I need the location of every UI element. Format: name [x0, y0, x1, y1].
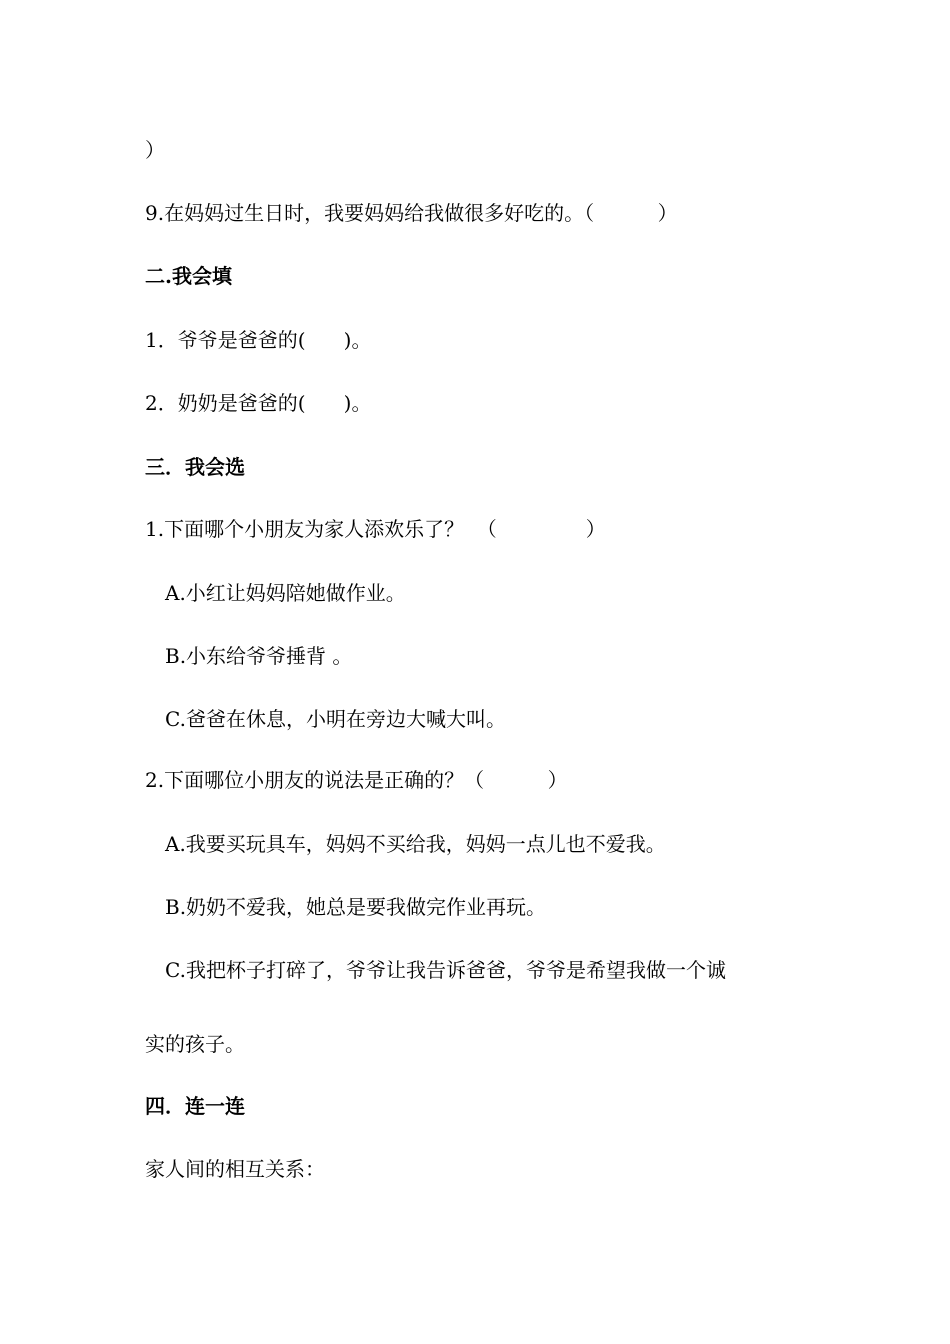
section-3-heading: 三．我会选	[145, 455, 245, 479]
section-2-heading: 二.我会填	[145, 264, 232, 288]
fill-question-2: 2．奶奶是爸爸的( )。	[145, 391, 372, 415]
choice-question-2: 2.下面哪位小朋友的说法是正确的？（ ）	[145, 768, 568, 792]
true-false-question-9: 9.在妈妈过生日时，我要妈妈给我做很多好吃的。（ ）	[145, 201, 678, 225]
choice-1-option-c: C.爸爸在休息，小明在旁边大喊大叫。	[165, 707, 506, 731]
continued-paren: ）	[145, 138, 165, 162]
choice-2-option-b: B.奶奶不爱我，她总是要我做完作业再玩。	[165, 895, 547, 919]
choice-1-option-b: B.小东给爷爷捶背 。	[165, 644, 353, 668]
choice-2-option-c-line2: 实的孩子。	[145, 1032, 245, 1056]
section-4-heading: 四．连一连	[145, 1094, 245, 1118]
choice-2-option-c-line1: C.我把杯子打碎了，爷爷让我告诉爸爸，爷爷是希望我做一个诚	[165, 958, 726, 982]
fill-question-1: 1．爷爷是爸爸的( )。	[145, 328, 372, 352]
choice-question-1: 1.下面哪个小朋友为家人添欢乐了？ （ ）	[145, 517, 606, 541]
choice-1-option-a: A.小红让妈妈陪她做作业。	[165, 581, 406, 605]
matching-intro: 家人间的相互关系：	[145, 1157, 325, 1181]
choice-2-option-a: A.我要买玩具车，妈妈不买给我，妈妈一点儿也不爱我。	[165, 832, 666, 856]
